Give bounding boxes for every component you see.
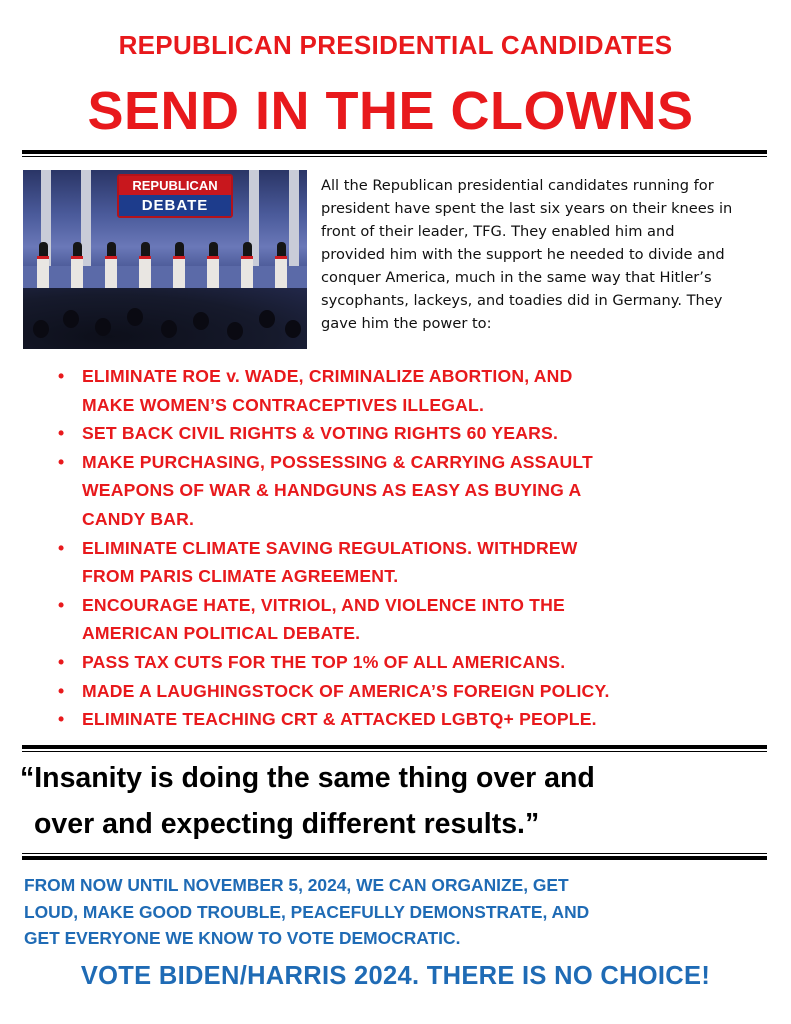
intro-line: front of their leader, TFG. They enabled him and	[321, 223, 675, 240]
debate-logo-bottom: DEBATE	[119, 195, 231, 216]
debate-photo	[23, 170, 307, 349]
closing-slogan: VOTE BIDEN/HARRIS 2024. THERE IS NO CHOICE!	[80, 962, 711, 990]
intro-line: sycophants, lackeys, and toadies did in Germany. They	[321, 292, 723, 309]
quote-line: over and expecting different results.”	[34, 808, 540, 840]
bullet-marker: •	[58, 366, 65, 386]
list-item	[58, 705, 778, 734]
list-item-line: WEAPONS OF WAR & HANDGUNS AS EASY AS BUYING A	[82, 480, 582, 501]
list-item-line: ENCOURAGE HATE, VITRIOL, AND VIOLENCE INTO THE	[82, 594, 565, 615]
intro-line: All the Republican presidential candidates running for	[321, 177, 714, 194]
lower-double-rule	[22, 853, 767, 860]
action-line: GET EVERYONE WE KNOW TO VOTE DEMOCRATIC.	[24, 928, 461, 948]
list-item-line: MAKE WOMEN’S CONTRACEPTIVES ILLEGAL.	[82, 394, 485, 415]
bullet-marker: •	[58, 651, 65, 672]
list-item-line: MADE A LAUGHINGSTOCK OF AMERICA’S FOREIGN POLICY.	[82, 680, 610, 701]
action-line: LOUD, MAKE GOOD TROUBLE, PEACEFULLY DEMONSTRATE, AND	[24, 901, 590, 922]
list-item-line: CANDY BAR.	[82, 508, 195, 529]
insanity-quote	[20, 755, 780, 847]
list-item	[58, 362, 778, 419]
list-item	[58, 419, 778, 448]
bullet-marker: •	[58, 451, 65, 472]
intro-line: gave him the power to:	[321, 315, 492, 332]
flyer-title: SEND IN THE CLOWNS	[87, 81, 694, 141]
list-item-line: ELIMINATE CLIMATE SAVING REGULATIONS. WITHDREW	[82, 537, 578, 558]
list-item	[58, 648, 778, 677]
list-item	[58, 534, 778, 591]
intro-line: president have spent the last six years on their knees in	[321, 200, 733, 217]
intro-line: conquer America, much in the same way that Hitler’s	[321, 269, 712, 286]
list-item-line: ELIMINATE ROE v. WADE, CRIMINALIZE ABORTION, AND	[82, 366, 573, 386]
list-item-line: PASS TAX CUTS FOR THE TOP 1% OF ALL AMERICANS.	[82, 651, 566, 672]
debate-logo-top: REPUBLICAN	[119, 176, 231, 195]
list-item	[58, 677, 778, 706]
bullet-marker: •	[58, 680, 65, 701]
bullet-marker: •	[58, 423, 65, 444]
debate-logo	[117, 174, 233, 218]
bullet-marker: •	[58, 537, 65, 558]
bullet-marker: •	[58, 709, 65, 730]
list-item	[58, 448, 778, 534]
list-item-line: FROM PARIS CLIMATE AGREEMENT.	[82, 566, 399, 587]
bullet-marker: •	[58, 594, 65, 615]
list-item-line: ELIMINATE TEACHING CRT & ATTACKED LGBTQ+ PEOPLE.	[82, 709, 597, 730]
grievance-list	[58, 362, 778, 734]
list-item	[58, 591, 778, 648]
top-double-rule	[22, 150, 767, 157]
flyer-subtitle: REPUBLICAN PRESIDENTIAL CANDIDATES	[118, 30, 673, 60]
intro-paragraph	[321, 174, 771, 335]
quote-line: “Insanity is doing the same thing over and	[20, 762, 595, 794]
list-item-line: AMERICAN POLITICAL DEBATE.	[82, 623, 361, 644]
intro-line: provided him with the support he needed to divide and	[321, 246, 725, 263]
list-item-line: SET BACK CIVIL RIGHTS & VOTING RIGHTS 60 YEARS.	[82, 423, 559, 444]
action-line: FROM NOW UNTIL NOVEMBER 5, 2024, WE CAN ORGANIZE, GET	[24, 875, 569, 895]
list-item-line: MAKE PURCHASING, POSSESSING & CARRYING ASSAULT	[82, 451, 593, 472]
call-to-action	[24, 872, 754, 952]
middle-double-rule	[22, 745, 767, 752]
